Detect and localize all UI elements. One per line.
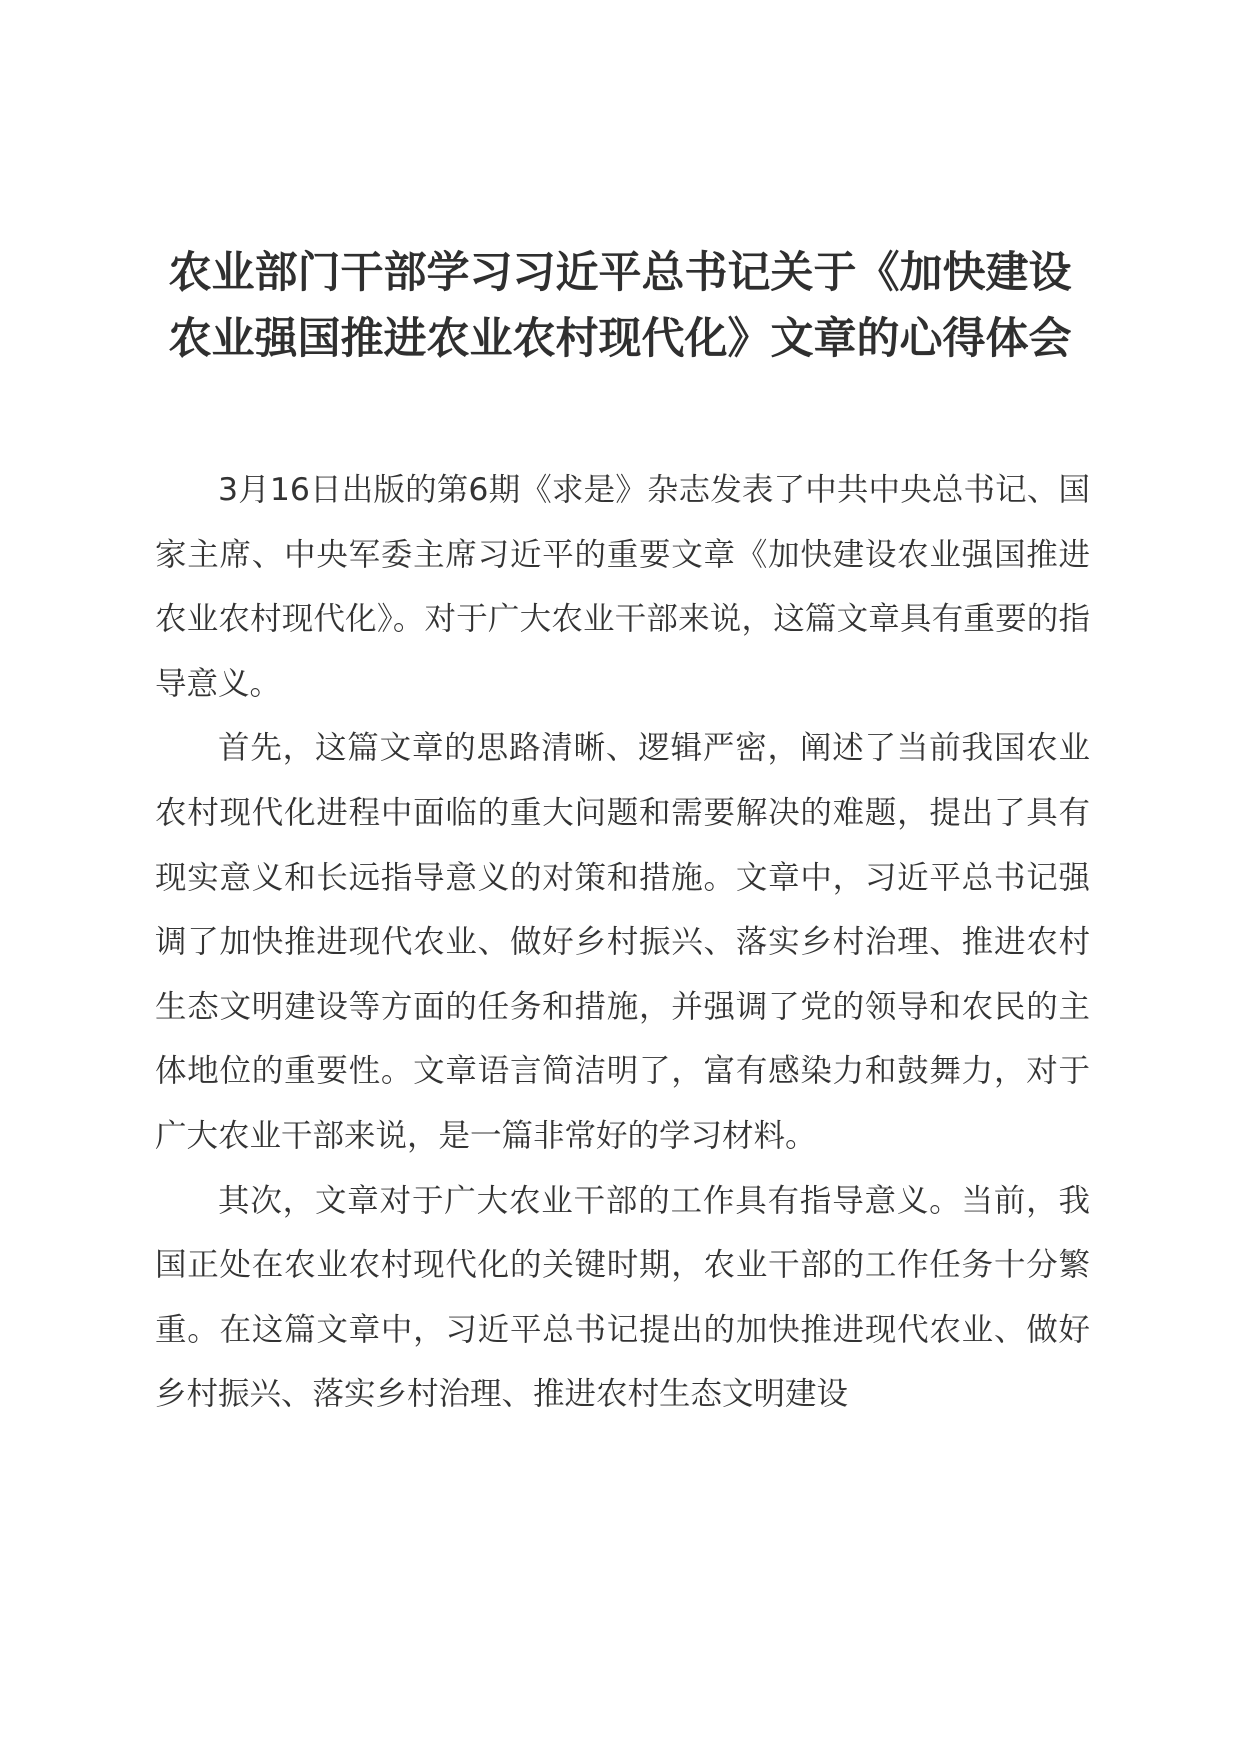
document-body [155, 458, 1090, 1427]
paragraph-1: 3月16日出版的第6期《求是》杂志发表了中共中央总书记、国家主席、中央军委主席习近平的重要文章《加快建设农业强国推进农业农村现代化》。对于广大农业干部来说，这篇文章具有重要的指导意义。 [155, 472, 1090, 702]
paragraph-2: 首先，这篇文章的思路清晰、逻辑严密，阐述了当前我国农业农村现代化进程中面临的重大问题和需要解决的难题，提出了具有现实意义和长远指导意义的对策和措施。文章中，习近平总书记强调了加快推进现代农业、做好乡村振兴、落实乡村治理、推进农村生态文明建设等方面的任务和措施，并强调了党的领导和农民的主体地位的重要性。文章语言简洁明了，富有感染力和鼓舞力，对于广大农业干部来说，是一篇非常好的学习材料。 [155, 730, 1090, 1154]
document-title: 农业部门干部学习习近平总书记关于《加快建设农业强国推进农业农村现代化》文章的心得体会 [168, 248, 1072, 364]
paragraph-3: 其次，文章对于广大农业干部的工作具有指导意义。当前，我国正处在农业农村现代化的关键时期，农业干部的工作任务十分繁重。在这篇文章中，习近平总书记提出的加快推进现代农业、做好乡村振兴、落实乡村治理、推进农村生态文明建设 [155, 1182, 1090, 1413]
